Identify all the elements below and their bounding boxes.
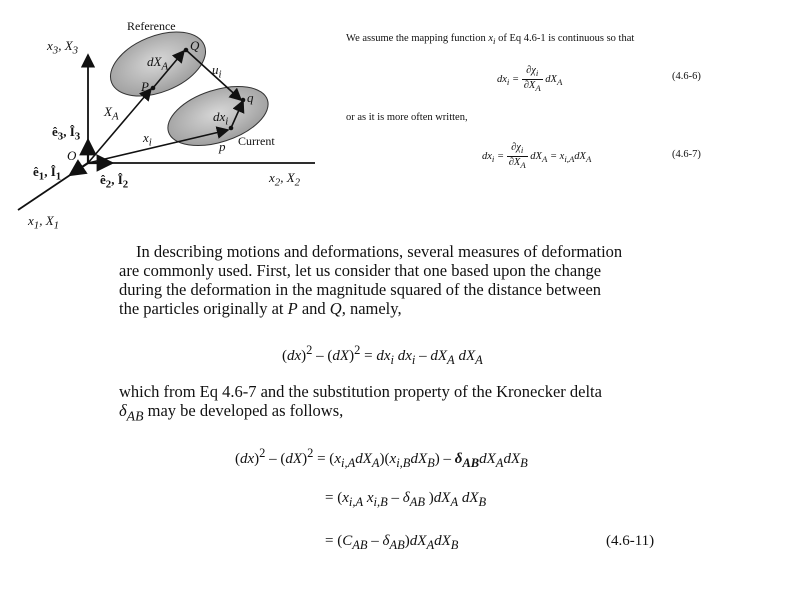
right-intro-text: We assume the mapping function $x_i$ of Eq 4.6-1 is continuous so that <box>346 33 635 47</box>
point-Q-dot <box>184 48 189 53</box>
equation-line-1: $(dx)^2 - (dX)^2 = (x_{i,A}dX_A)(x_{i,B}dX_B) - \delta_{AB}dX_AdX_B$ <box>235 446 528 470</box>
point-q-label: q <box>247 90 254 105</box>
equation-number-4-6-11: (4.6-11) <box>606 533 655 549</box>
point-Q-label: Q <box>190 38 200 53</box>
body-para1-line3: during the deformation in the magnitude squared of the distance between <box>119 280 602 299</box>
equation-main: $(dx)^2 - (dX)^2 = dx_i$ $dx_i - dX_A$ $dX_A$ <box>282 343 483 367</box>
origin-label: O <box>67 148 77 163</box>
body-para1-line4: the particles originally at P and Q, namely, <box>119 299 402 318</box>
point-p-dot <box>229 126 234 131</box>
point-q-dot <box>241 98 246 103</box>
base-e1-arrow <box>70 163 88 175</box>
vector-dXA-label: $dX_A$ <box>147 54 169 73</box>
equation-4-6-6: $dx_i$ = $\frac{\partial\chi_i}{\partial X_A}$ $dX_A$ <box>497 65 563 94</box>
axis-x2-label: $x_2$, $X_2$ <box>269 170 301 189</box>
vector-xi <box>88 130 228 163</box>
point-P-dot <box>151 86 156 91</box>
right-middle-text: or as it is more often written, <box>346 112 468 123</box>
equation-line-3: = $(C_{AB} - \delta_{AB})dX_AdX_B$ <box>325 533 459 552</box>
vector-XA-label: $X_A$ <box>104 104 119 123</box>
base-e1-label: $ê_1$, $Î_1$ <box>33 164 62 183</box>
point-P-label: P <box>141 79 149 94</box>
equation-number-4-6-6: (4.6-6) <box>672 71 701 82</box>
point-p-label: p <box>219 139 226 154</box>
body-para2-line2: $\delta_{AB}$ may be developed as follows, <box>119 401 344 424</box>
equation-4-6-7: $dx_i$ = $\frac{\partial\chi_i}{\partial X_A}$ $dX_A = x_{i,A}dX_A$ <box>482 142 592 171</box>
axis-x1-label: $x_1$, $X_1$ <box>28 213 60 232</box>
vector-dxi-label: $dx_i$ <box>213 109 229 128</box>
body-para2-line1: which from Eq 4.6-7 and the substitution property of the Kronecker delta <box>119 382 602 401</box>
current-label: Current <box>238 134 275 148</box>
equation-number-4-6-7: (4.6-7) <box>672 149 701 160</box>
body-para1-line2: are commonly used. First, let us consider that one based upon the change <box>119 261 602 280</box>
axis-x3-label: $x_3$, $X_3$ <box>47 38 79 57</box>
vector-ui-label: $u_i$ <box>212 62 222 81</box>
vector-XA <box>88 89 151 163</box>
vector-xi-label: $x_i$ <box>143 130 152 149</box>
body-para1-line1: In describing motions and deformations, several measures of deformation <box>136 242 623 261</box>
base-e3-label: $ê_3$, $Î_3$ <box>52 124 81 143</box>
deformation-diagram <box>0 0 330 235</box>
base-e2-label: $ê_2$, $Î_2$ <box>100 172 129 191</box>
equation-line-2: = ($x_{i,A}$ $x_{i,B} - \delta_{AB}$ )$dX_A$ $dX_B$ <box>325 490 487 509</box>
reference-label: Reference <box>127 19 176 33</box>
